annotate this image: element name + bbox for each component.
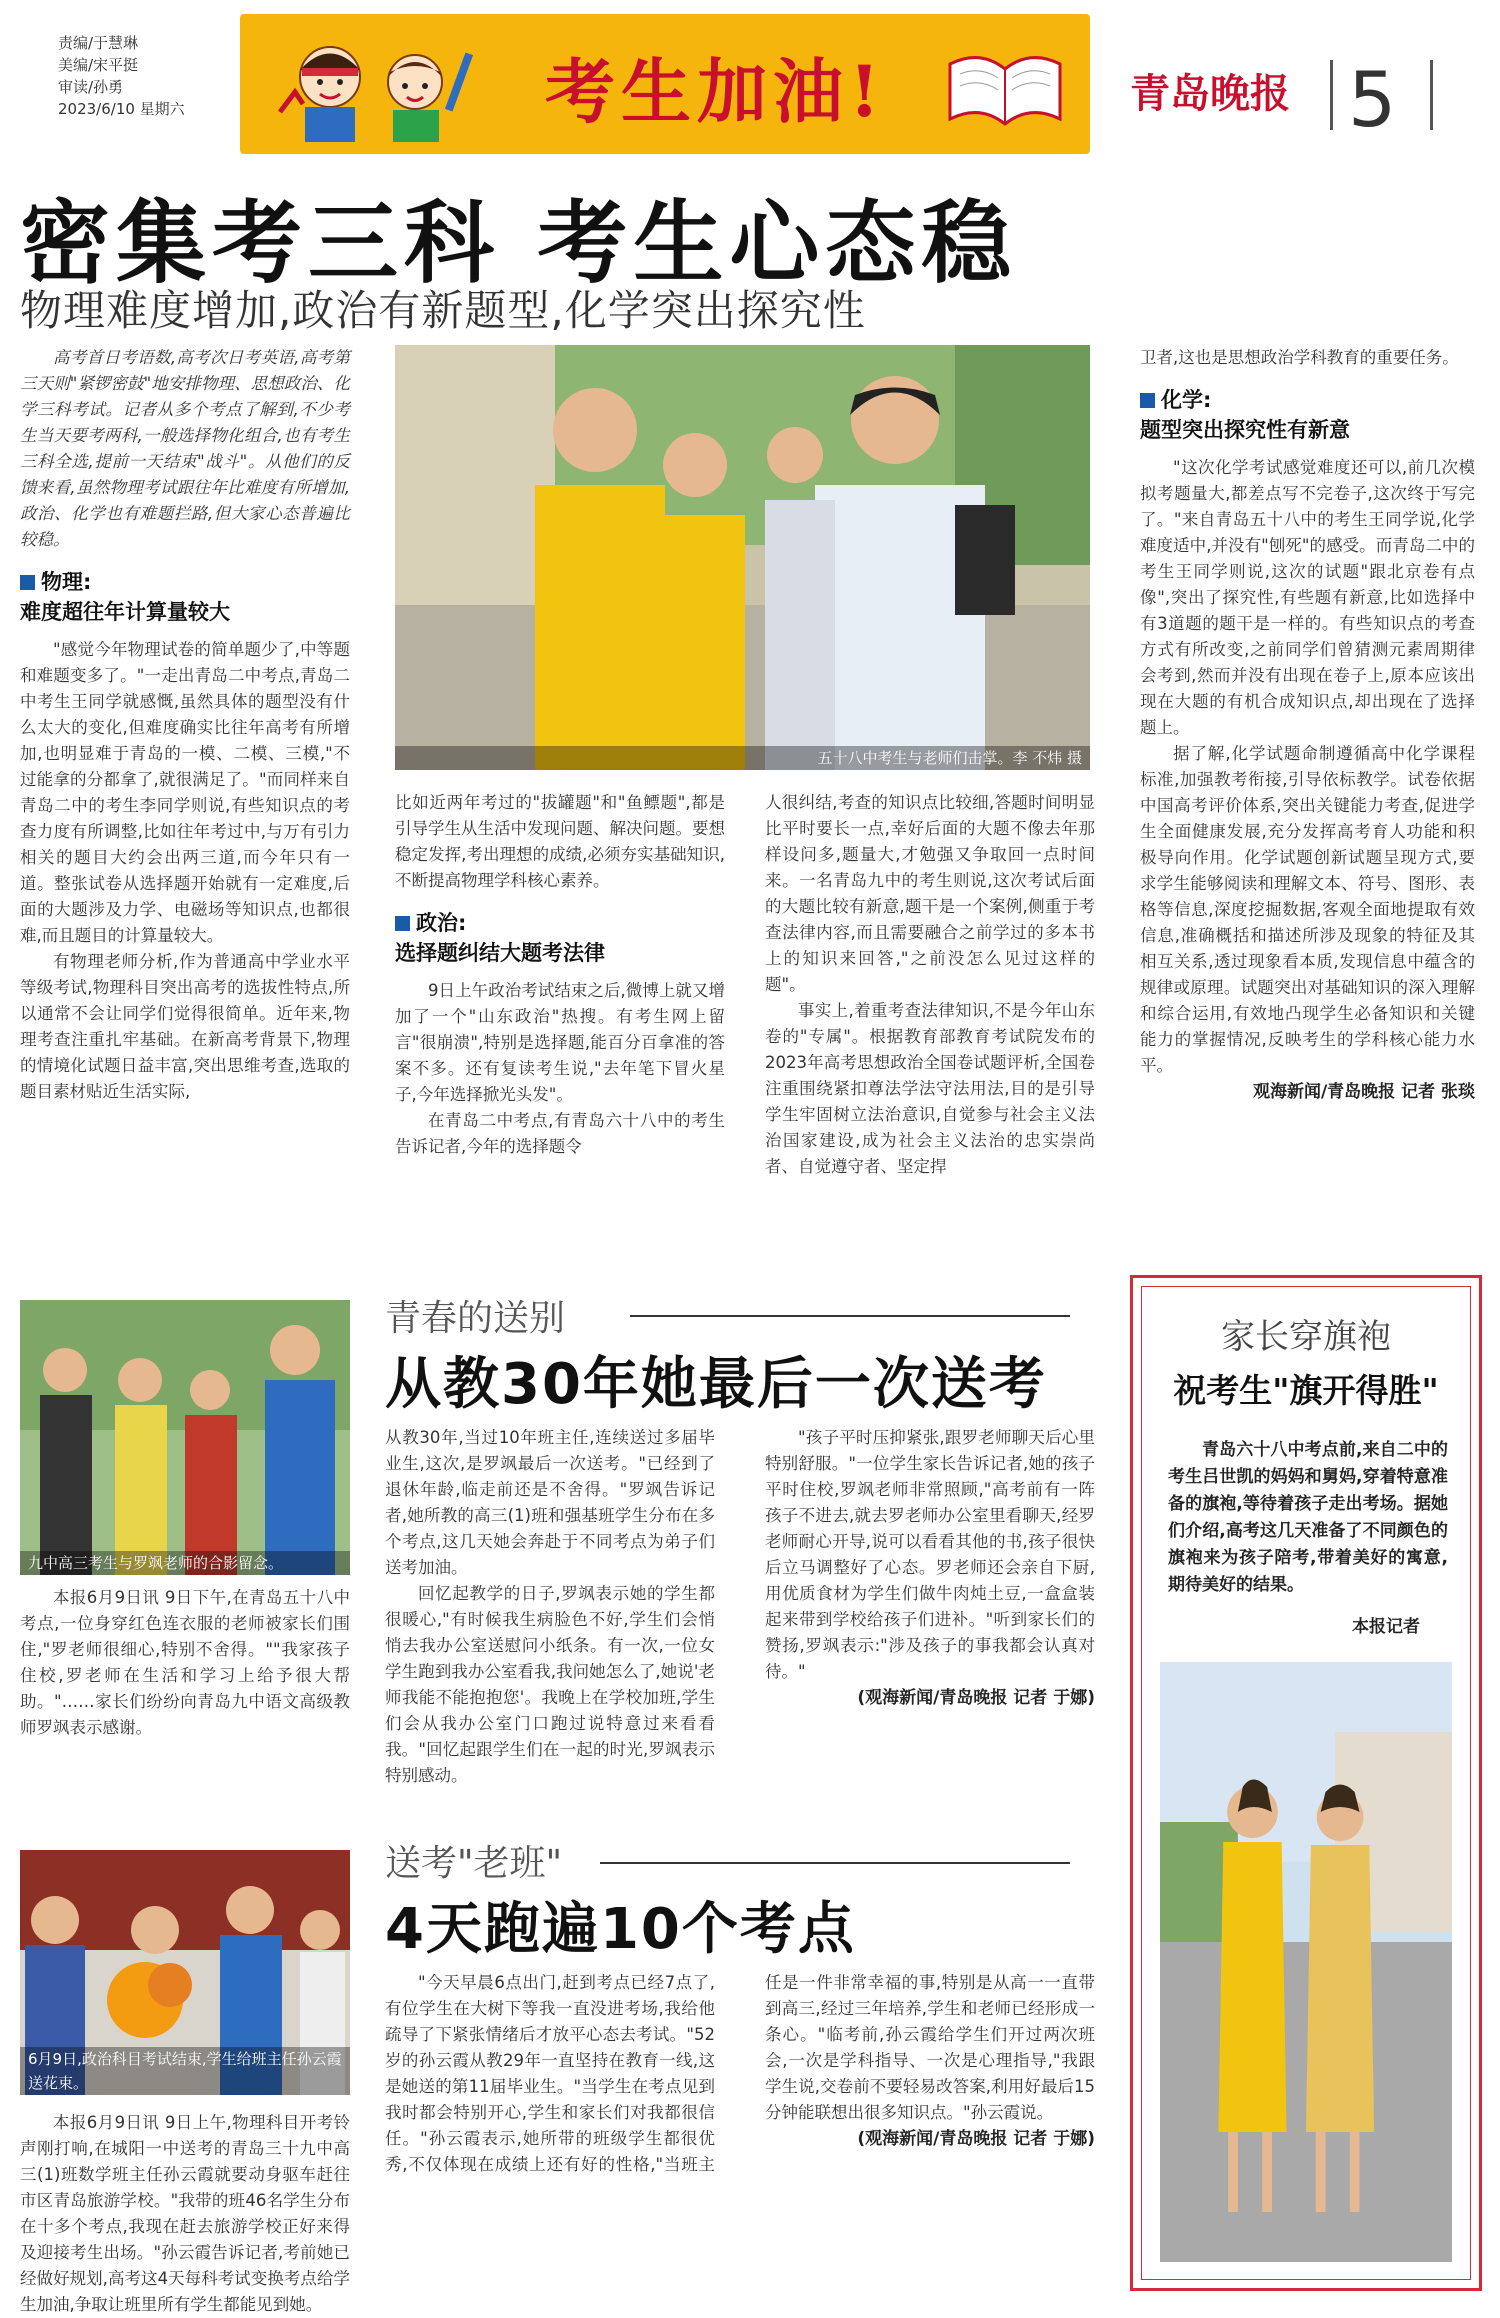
section-heading-physics: 物理: — [20, 567, 350, 597]
paragraph: 人很纠结,考查的知识点比较细,答题时间明显比平时要长一点,幸好后面的大题不像去年那样设问多,题量大,才勉强又争取回一点时间来。一名青岛九中的考生则说,这次考试后面的大题比较有新意,题干是一个案例,侧重于考查法律内容,而且需要融合之前学过的多本书上的知识来回答,"之前没怎么见过这样的题"。 — [765, 793, 1095, 994]
kicker-rule — [600, 1862, 1070, 1864]
cheer-banner — [240, 14, 1090, 154]
section-subheading-politics: 选择题纠结大题考法律 — [395, 941, 605, 965]
paragraph: 9日上午政治考试结束之后,微博上就又增加了一个"山东政治"热搜。有考生网上留言"很崩溃",特别是选择题,能百分百拿准的答案不多。还有复读考生说,"去年笔下冒火星子,今年选择掀光头发"。 — [395, 981, 725, 1104]
article2-column-1 — [20, 1585, 350, 1741]
kicker-rule — [630, 1315, 1070, 1317]
paragraph: 本报6月9日讯 9日下午,在青岛五十八中考点,一位身穿红色连衣服的老师被家长们围住,"罗老师很细心,特别不舍得。""我家孩子住校,罗老师在生活和学习上给予很大帮助。"……家长们纷纷向青岛九中语文高级教师罗飒表示感谢。 — [20, 1588, 350, 1737]
paragraph: "这次化学考试感觉难度还可以,前几次模拟考题量大,都差点写不完卷子,这次终于写完了。"来自青岛五十八中的考生王同学说,化学难度适中,并没有"刨死"的感受。而青岛二中的考生王同学则说,这次的试题"跟北京卷有点像",突出了探究性,有些题有新意,比如选择中有3道题的题干是一样的。有些知识点的考查方式有所改变,之前同学们曾猜测元素周期律会考到,然而并没有出现在卷子上,原本应该出现在大题的有机合成知识点,却出现在了选择题上。 — [1140, 458, 1475, 737]
paragraph: 事实上,着重考查法律知识,不是今年山东卷的"专属"。根据教育部教育考试院发布的2023年高考思想政治全国卷试题评析,全国卷注重围绕紧扣尊法学法守法用法,目的是引导学生牢固树立法治意识,自觉参与社会主义法治国家建设,成为社会主义法治的忠实崇尚者、自觉遵守者、坚定捍 — [765, 1001, 1095, 1176]
sidebar-subtitle: 祝考生"旗开得胜" — [1173, 1371, 1439, 1410]
main-subheadline: 物理难度增加,政治有新题型,化学突出探究性 — [20, 286, 866, 335]
issue-date: 2023/6/10 星期六 — [58, 100, 185, 118]
photo-high-five — [395, 345, 1090, 770]
sidebar-title: 家长穿旗袍 — [1221, 1317, 1391, 1357]
byline: (观海新闻/青岛晚报 记者 于娜) — [857, 1688, 1095, 1708]
article2-column-3 — [765, 1425, 1095, 1711]
section-heading-chemistry: 化学: — [1140, 385, 1475, 415]
section-subheading-chemistry: 题型突出探究性有新意 — [1140, 418, 1350, 442]
photo-caption: 五十八中考生与老师们击掌。李 不炜 摄 — [395, 746, 1090, 770]
credit-review: 审读/孙勇 — [58, 78, 124, 96]
photo-image — [1160, 1662, 1452, 2262]
article2-kicker: 青春的送别 — [385, 1298, 566, 1339]
photo-image — [20, 1300, 350, 1575]
credit-art: 美编/宋平挺 — [58, 56, 139, 74]
paragraph: 据了解,化学试题命制遵循高中化学课程标准,加强教考衔接,引导依标教学。试卷依据中国高考评价体系,突出关键能力考查,促进学生全面健康发展,充分发挥高考育人功能和积极导向作用。化学试题创新试题呈现方式,要求学生能够阅读和理解文本、符号、图形、表格等信息,深度挖掘数据,客观全面地提取有效信息,准确概括和描述所涉及现象的特征及其相互关系,透过现象看本质,发现信息中蕴含的规律或原理。试题突出对基础知识的深入理解和综合运用,有效地凸现学生必备知识和关键能力的掌握情况,反映考生的学科核心能力水平。 — [1140, 744, 1475, 1075]
section-heading-politics: 政治: — [395, 908, 725, 938]
page-number: 5 — [1348, 55, 1397, 144]
header-divider — [1330, 60, 1333, 130]
heading-marker-icon — [395, 916, 410, 931]
paragraph: "感觉今年物理试卷的简单题少了,中等题和难题变多了。"一走出青岛二中考点,青岛二中考生王同学就感慨,虽然具体的题型没有什么太大的变化,但难度确实比往年高考有所增加,也明显难于青岛的一模、二模、三模,"不过能拿的分都拿了,就很满足了。"而同样来自青岛二中的考生李同学则说,有些知识点的考查力度有所调整,比如往年考过中,与万有引力相关的题目大约会出两三道,而今年只有一道。整张试卷从选择题开始就有一定难度,后面的大题涉及力学、电磁场等知识点,也都很难,而且题目的计算量较大。 — [20, 640, 350, 945]
banner-title: 考生加油! — [545, 50, 886, 133]
photo-image — [395, 345, 1090, 770]
article-column-2 — [395, 790, 725, 1160]
sidebar-text: 青岛六十八中考点前,来自二中的考生吕世凯的妈妈和舅妈,穿着特意准备的旗袍,等待着孩子走出考场。据她们介绍,高考这几天准备了不同颜色的旗袍来为孩子陪考,带着美好的寓意,期待美好的结果。 — [1168, 1440, 1448, 1595]
photo-qipao-mothers — [1160, 1662, 1452, 2262]
article3-kicker: 送考"老班" — [385, 1843, 563, 1884]
open-book-icon — [940, 34, 1070, 134]
heading-marker-icon — [20, 575, 35, 590]
article-column-3 — [765, 790, 1095, 1180]
credit-editor: 责编/于慧琳 — [58, 34, 139, 52]
article2-headline: 从教30年她最后一次送考 — [385, 1352, 1047, 1417]
paragraph: 回忆起教学的日子,罗飒表示她的学生都很暖心,"有时候我生病脸色不好,学生们会悄悄去我办公室送慰问小纸条。有一次,一位女学生跑到我办公室看我,我问她怎么了,她说'老师我能不能抱抱您'。我晚上在学校加班,学生们会从我办公室门口跑过说特意过来看看我。"回忆起跟学生们在一起的时光,罗飒表示特别感动。 — [385, 1584, 715, 1785]
paragraph: "孩子平时压抑紧张,跟罗老师聊天后心里特别舒服。"一位学生家长告诉记者,她的孩子平时住校,罗飒老师非常照顾,"高考前有一阵孩子不进去,就去罗老师办公室里看聊天,经罗老师耐心开导,说可以看看其他的书,孩子很快后立马调整好了心态。罗老师还会亲自下厨,用优质食材为学生们做牛肉炖土豆,一盒盒装起来带到学校给孩子们进补。"听到家长们的赞扬,罗飒表示:"涉及孩子的事我都会认真对待。" — [765, 1428, 1095, 1681]
byline: (观海新闻/青岛晚报 记者 于娜) — [857, 2129, 1095, 2149]
main-headline: 密集考三科 考生心态稳 — [20, 191, 1018, 296]
cartoon-students-illustration — [275, 32, 505, 142]
sidebar-inner-frame — [1141, 1286, 1471, 2280]
paragraph: "今天早晨6点出门,赶到考点已经7点了,有位学生在大树下等我一直没进考场,我给他疏导了下紧张情绪后才放平心态去考试。"52岁的孙云霞从教29年一直坚持在教育一线,这是她送的第11届毕业生。"当学生在考点见到我时都会特别开心,学生和家长们对我都很信任。"孙云霞表示,她所带的班级学生都很优秀,不仅体现在成绩上还有好的性格,"当班主任是一件非常幸福的事,特别是从高一一直带到高三,经过三年培养,学生和老师已经形成一条心。"临考前,孙云霞给学生们开过两次班会,一次是学科指导、一次是心理指导,"我跟学生说,交卷前不要轻易改答案,利用好最后15分钟能联想出很多知识点。"孙云霞说。 — [385, 1973, 1095, 2174]
section-subheading-physics: 难度超往年计算量较大 — [20, 600, 230, 624]
paragraph: 在青岛二中考点,有青岛六十八中的考生告诉记者,今年的选择题令 — [395, 1111, 725, 1156]
photo-teacher-group — [20, 1300, 350, 1575]
paragraph: 本报6月9日讯 9日上午,物理科目开考铃声刚打响,在城阳一中送考的青岛三十九中高三(1)班数学班主任孙云霞就要动身驱车赶往市区青岛旅游学校。"我带的班46名学生分布在十多个考点,我现在赶去旅游学校正好来得及迎接考生出场。"孙云霞告诉记者,考前她已经做好规划,高考这4天每科考试变换考点给学生加油,争取让班里所有学生都能见到她。 — [20, 2113, 350, 2314]
article2-column-2 — [385, 1425, 715, 1789]
lead-paragraph: 高考首日考语数,高考次日考英语,高考第三天则"紧锣密鼓"地安排物理、思想政治、化学三科考试。记者从多个考点了解到,不少考生当天要考两科,一般选择物化组合,也有考生三科全选,提前一天结束"战斗"。从他们的反馈来看,虽然物理考试跟往年比难度有所增加,政治、化学也有难题拦路,但大家心态普遍比较稳。 — [20, 348, 350, 549]
photo-caption: 九中高三考生与罗飒老师的合影留念。 — [20, 1551, 350, 1575]
photo-flowers — [20, 1850, 350, 2095]
article-column-1 — [20, 345, 350, 1105]
sidebar-box — [1130, 1275, 1482, 2291]
article-column-4 — [1140, 345, 1475, 1105]
paragraph: 卫者,这也是思想政治学科教育的重要任务。 — [1140, 348, 1459, 367]
heading-marker-icon — [1140, 393, 1155, 408]
article3-columns — [385, 1970, 1095, 2270]
article3-column-1 — [20, 2110, 350, 2314]
photo-caption: 6月9日,政治科目考试结束,学生给班主任孙云霞送花束。 — [20, 2047, 350, 2095]
byline: 观海新闻/青岛晚报 记者 张琰 — [1252, 1082, 1475, 1102]
article3-headline: 4天跑遍10个考点 — [385, 1897, 856, 1962]
paragraph: 有物理老师分析,作为普通高中学业水平等级考试,物理科目突出高考的选拔性特点,所以通常不会让同学们觉得很简单。近年来,物理考查注重扎牢基础。在新高考背景下,物理的情境化试题日益丰富,突出思维考查,选取的题目素材贴近生活实际, — [20, 952, 350, 1101]
paragraph: 从教30年,当过10年班主任,连续送过多届毕业生,这次,是罗飒最后一次送考。"已经到了退休年龄,临走前还是不舍得。"罗飒告诉记者,她所教的高三(1)班和强基班学生分布在多个考点,这几天她会奔赴于不同考点为弟子们送考加油。 — [385, 1428, 715, 1577]
sidebar-byline: 本报记者 — [1352, 1617, 1420, 1637]
paragraph: 比如近两年考过的"拔罐题"和"鱼鳔题",都是引导学生从生活中发现问题、解决问题。要想稳定发挥,考出理想的成绩,必须夯实基础知识,不断提高物理学科核心素养。 — [395, 793, 725, 890]
newspaper-logo: 青岛晚报 — [1130, 70, 1290, 117]
header-divider — [1430, 60, 1433, 130]
editor-credits — [58, 32, 218, 120]
